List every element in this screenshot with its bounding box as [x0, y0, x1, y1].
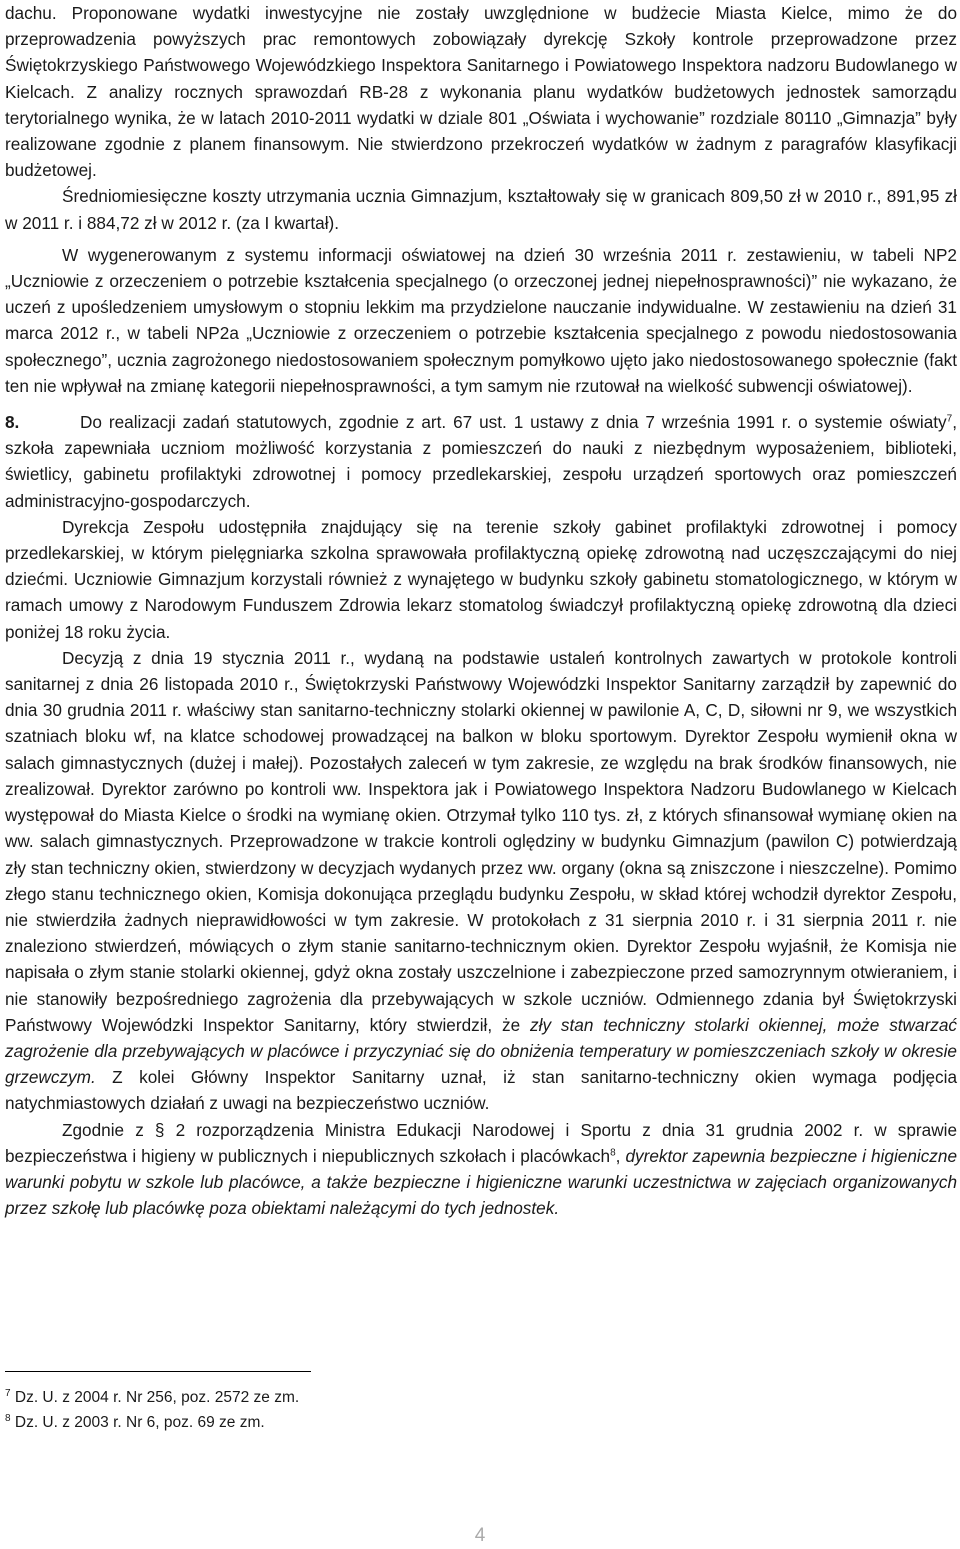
paragraph	[5, 0, 957, 183]
paragraph-text: Zgodnie z § 2 rozporządzenia Ministra Edukacji Narodowej i Sportu z dnia 31 grudnia 2002 r. w sprawie bezpieczeństwa i higieny w publicznych i niepublicznych szkołach i placówkach	[5, 1119, 957, 1166]
paragraph-text: , szkoła zapewniała uczniom możliwość korzystania z pomieszczeń do nauki z niezbędnym wyposażeniem, biblioteki, świetlicy, gabinetu profilaktyki zdrowotnej i pomocy przedlekarskiej, zespołu urządzeń sportowych oraz pomieszczeń administracyjno-gospodarczych.	[5, 412, 957, 511]
footnote-ref[interactable]: 7	[946, 413, 953, 425]
paragraph-text: dachu. Proponowane wydatki inwestycyjne nie zostały uwzględnione w budżecie Miasta Kielce, mimo że do przeprowadzenia powyższych prac remontowych zobowiązały dyrekcję Szkoły kontrole przeprowadzone przez Świętokrzyskiego Państwowego Wojewódzkiego Inspektora Sanitarnego i Powiatowego Inspektora nadzoru Budowlanego w Kielcach. Z analizy rocznych sprawozdań RB-28 z wykonania planu wydatków budżetowych jednostek samorządu terytorialnego wynika, że w latach 2010-2011 wydatki w dziale 801 „Oświata i wychowanie” rozdziale 80110 „Gimnazja” były realizowane zgodnie z planem finansowym. Nie stwierdzono przekroczeń wydatków w żadnym z paragrafów klasyfikacji budżetowej.	[5, 3, 957, 181]
paragraph-text: W wygenerowanym z systemu informacji oświatowej na dzień 30 września 2011 r. zestawieniu, w tabeli NP2 „Uczniowie z orzeczeniem o potrzebie kształcenia specjalnego (o orzeczonej jednej niepełnosprawności)” nie wykazano, że uczeń z upośledzeniem umysłowym o stopniu lekkim ma przydzielone nauczanie indywidualne. W zestawieniu na dzień 31 marca 2012 r., w tabeli NP2a „Uczniowie z orzeczeniem o potrzebie kształcenia specjalnego z powodu niedostosowania społecznego”, ucznia zagrożonego niedostosowaniem społecznym pomyłkowo ujęto jako niedostosowanego społecznie (fakt ten nie wpływał na zmianę kategorii niepełnosprawności, a tym samym nie rzutował na wielkość subwencji oświatowej).	[5, 244, 957, 396]
numbered-paragraph	[5, 409, 957, 514]
footnote	[5, 1386, 957, 1411]
paragraph-text: Z kolei Główny Inspektor Sanitarny uznał, iż stan sanitarno-techniczny okien wymaga podjęcia natychmiastowych działań z uwagi na bezpieczeństwo uczniów.	[5, 1067, 957, 1114]
paragraph	[5, 1117, 957, 1222]
footnote-ref[interactable]: 8	[610, 1147, 616, 1158]
footnote-text: Dz. U. z 2004 r. Nr 256, poz. 2572 ze zm.	[10, 1389, 300, 1406]
document-body	[5, 0, 957, 1221]
document-page	[5, 0, 957, 1221]
footnote-text: Dz. U. z 2003 r. Nr 6, poz. 69 ze zm.	[10, 1413, 265, 1431]
paragraph-text: Średniomiesięczne koszty utrzymania ucznia Gimnazjum, kształtowały się w granicach 809,50 zł w 2010 r., 891,95 zł w 2011 r. i 884,72 zł w 2012 r. (za I kwartał).	[5, 186, 957, 233]
quoted-italic-text: dyrektor zapewnia bezpieczne i higieniczne warunki pobytu w szkole lub placówce, a także bezpieczne i higieniczne warunki uczestnictwa w zajęciach organizowanych przez szkołę lub placówkę poza obiektami należącymi do tych jednostek.	[5, 1145, 957, 1219]
page-number: 4	[474, 1525, 486, 1546]
section-number: 8.	[5, 412, 20, 433]
footnote-divider	[5, 1371, 311, 1372]
paragraph	[5, 242, 957, 399]
paragraph	[5, 514, 957, 645]
footnotes-section	[5, 1371, 957, 1435]
paragraph	[5, 183, 957, 235]
footnote	[5, 1411, 957, 1436]
paragraph-text: Dyrekcja Zespołu udostępniła znajdujący się na terenie szkoły gabinet profilaktyki zdrowotnej i pomocy przedlekarskiej, w którym pielęgniarka szkolna sprawowała profilaktyczną opiekę zdrowotną nad uczęszczającymi do niej dziećmi. Uczniowie Gimnazjum korzystali również z wynajętego w budynku szkoły gabinetu stomatologicznego, w którym w ramach umowy z Narodowym Funduszem Zdrowia lekarz stomatolog świadczył profilaktyczną opiekę zdrowotną dla dzieci poniżej 18 roku życia.	[5, 516, 957, 642]
paragraph-text: Decyzją z dnia 19 stycznia 2011 r., wydaną na podstawie ustaleń kontrolnych zawartych w protokole kontroli sanitarnej z dnia 26 listopada 2010 r., Świętokrzyski Państwowy Wojewódzki Inspektor Sanitarny zarządził by zapewnić do dnia 30 grudnia 2011 r. właściwy stan sanitarno-techniczny stolarki okiennej w pawilonie A, C, D, siłowni nr 9, we wszystkich szatniach bloku wf, na klatce schodowej prowadzącej na balkon w bloku sportowym. Dyrektor Zespołu wymienił okna w salach gimnastycznych (dużej i małej). Pozostałych zaleceń w tym zakresie, ze względu na brak środków finansowych, nie zrealizował. Dyrektor zarówno po kontroli ww. Inspektora jak i Powiatowego Inspektora Nadzoru Budowlanego w Kielcach występował do Miasta Kielce o środki na wymianę okien. Otrzymał tylko 110 tys. zł, z których sfinansował wymianę okien na ww. salach gimnastycznych. Przeprowadzone w trakcie kontroli oględziny w budynku Gimnazjum (pawilon C) potwierdzają zły stan techniczny okien, stwierdzony w decyzjach wydanych przez ww. organy (okna są zniszczone i nieszczelne). Pomimo złego stanu technicznego okien, Komisja dokonująca przeglądu budynku Zespołu, w skład której wchodził dyrektor Zespołu, nie stwierdziła żadnych nieprawidłowości w tym zakresie. W protokołach z 31 sierpnia 2010 r. i 31 sierpnia 2011 r. nie znaleziono stwierdzeń, mówiących o złym stanie sanitarno-technicznym okien. Dyrektor Zespołu wyjaśnił, że Komisja nie napisała o złym stanie stolarki okiennej, gdyż okna zostały uszczelnione i zabezpieczone przed samozrynnym otwieraniem, i nie stanowiły bezpośredniego zagrożenia dla przebywających w szkole uczniów. Odmiennego zdania był Świętokrzyski Państwowy Wojewódzki Inspektor Sanitarny, który stwierdził, że	[5, 647, 957, 1035]
paragraph-text: ,	[615, 1145, 626, 1166]
footnote-number: 7	[5, 1387, 11, 1399]
paragraph-text: Do realizacji zadań statutowych, zgodnie z art. 67 ust. 1 ustawy z dnia 7 września 1991 r. o systemie oświaty	[80, 412, 947, 433]
footnote-number: 8	[5, 1412, 11, 1424]
quoted-italic-text: zły stan techniczny stolarki okiennej, może stwarzać zagrożenie dla przebywających w placówce i przyczyniać się do obniżenia temperatury w pomieszczeniach szkoły w okresie grzewczym.	[5, 1014, 958, 1088]
paragraph	[5, 645, 957, 1117]
